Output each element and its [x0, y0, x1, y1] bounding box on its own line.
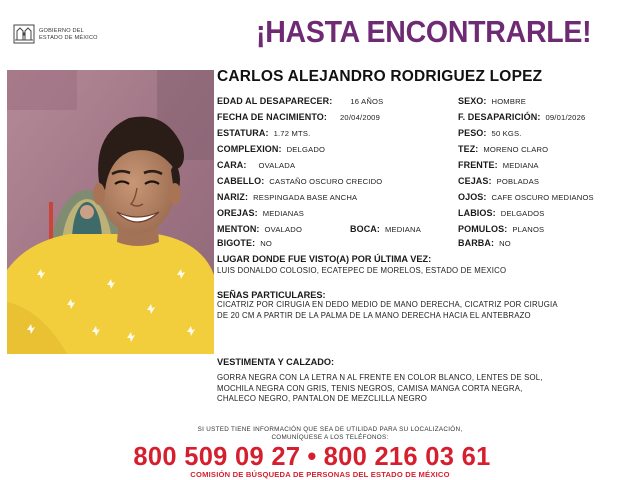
- field-labios: [458, 208, 545, 219]
- value-labios: DELGADOS: [500, 209, 545, 218]
- field-tez: [458, 144, 548, 155]
- label-orejas: OREJAS:: [217, 208, 258, 218]
- label-peso: PESO:: [458, 128, 487, 138]
- field-cabello: [217, 176, 382, 187]
- field-frente: [458, 160, 539, 171]
- field-ojos: [458, 192, 594, 203]
- clothing-title: VESTIMENTA Y CALZADO:: [217, 357, 335, 367]
- field-complexion: [217, 144, 325, 155]
- value-ojos: CAFE OSCURO MEDIANOS: [491, 193, 594, 202]
- marks-line-1: CICATRIZ POR CIRUGIA EN DEDO MEDIO DE MANO DERECHA, CICATRIZ POR CIRUGIA: [217, 300, 558, 309]
- phone-2[interactable]: 800 216 03 61: [323, 443, 491, 471]
- logo-line-1: GOBIERNO DEL: [39, 28, 84, 34]
- clothing-line-3: CHALECO NEGRO, PANTALON DE MEZCLILLA NEGRO: [217, 394, 428, 404]
- label-pomulos: POMULOS:: [458, 224, 508, 234]
- field-menton: [217, 224, 302, 235]
- label-menton: MENTON:: [217, 224, 260, 234]
- last-seen-title: LUGAR DONDE FUE VISTO(A) POR ÚLTIMA VEZ:: [217, 254, 432, 264]
- headline: ¡HASTA ENCONTRARLE!: [256, 14, 592, 49]
- label-sexo: SEXO:: [458, 96, 487, 106]
- label-barba: BARBA:: [458, 238, 495, 248]
- field-pomulos: [458, 224, 544, 235]
- value-menton: OVALADO: [264, 225, 303, 234]
- label-f-desaparicion: F. DESAPARICIÓN:: [458, 112, 541, 122]
- value-edad: 16 AÑOS: [350, 97, 384, 106]
- value-nariz: RESPINGADA BASE ANCHA: [253, 193, 358, 202]
- field-boca: [350, 224, 421, 235]
- marks-text: [217, 300, 558, 321]
- commission-name: COMISIÓN DE BÚSQUEDA DE PERSONAS DEL ESTADO DE MÉXICO: [190, 470, 450, 479]
- field-nariz: [217, 192, 357, 203]
- value-cejas: POBLADAS: [496, 177, 540, 186]
- label-ojos: OJOS:: [458, 192, 487, 202]
- label-labios: LABIOS:: [458, 208, 496, 218]
- field-peso: [458, 128, 522, 139]
- field-cejas: [458, 176, 539, 187]
- label-frente: FRENTE:: [458, 160, 498, 170]
- value-frente: MEDIANA: [502, 161, 539, 170]
- field-barba: [458, 238, 511, 249]
- label-cabello: CABELLO:: [217, 176, 265, 186]
- value-cabello: CASTAÑO OSCURO CRECIDO: [269, 177, 383, 186]
- missing-person-photo: [7, 70, 214, 354]
- value-fecha-nacimiento: 20/04/2009: [340, 113, 381, 122]
- marks-line-2: DE 20 CM A PARTIR DE LA PALMA DE LA MANO DERECHA HACIA EL ANTEBRAZO: [217, 310, 531, 320]
- phone-1[interactable]: 800 509 09 27: [133, 443, 301, 471]
- label-cara: CARA:: [217, 160, 247, 170]
- government-name: [39, 28, 98, 41]
- field-fecha-nacimiento: [217, 112, 380, 123]
- label-tez: TEZ:: [458, 144, 479, 154]
- label-nariz: NARIZ:: [217, 192, 249, 202]
- contact-note-line-2: COMUNÍQUESE A LOS TELÉFONOS:: [271, 434, 389, 441]
- label-estatura: ESTATURA:: [217, 128, 269, 138]
- logo-line-2: ESTADO DE MÉXICO: [39, 34, 98, 41]
- field-f-desaparicion: [458, 112, 585, 123]
- person-name: CARLOS ALEJANDRO RODRIGUEZ LOPEZ: [217, 68, 543, 85]
- field-orejas: [217, 208, 304, 219]
- phone-separator: •: [307, 443, 317, 471]
- contact-note: [120, 426, 540, 442]
- label-cejas: CEJAS:: [458, 176, 492, 186]
- label-edad: EDAD AL DESAPARECER:: [217, 96, 333, 106]
- label-fecha-nacimiento: FECHA DE NACIMIENTO:: [217, 112, 327, 122]
- value-barba: NO: [499, 239, 511, 248]
- field-cara: [217, 160, 295, 171]
- last-seen-text: LUIS DONALDO COLOSIO, ECATEPEC DE MORELOS, ESTADO DE MEXICO: [217, 266, 507, 275]
- clothing-line-1: GORRA NEGRA CON LA LETRA N AL FRENTE EN COLOR BLANCO, LENTES DE SOL,: [217, 373, 543, 382]
- value-pomulos: PLANOS: [512, 225, 545, 234]
- marks-title: SEÑAS PARTICULARES:: [217, 290, 326, 300]
- value-complexion: DELGADO: [286, 145, 326, 154]
- field-sexo: [458, 96, 526, 107]
- label-bigote: BIGOTE:: [217, 238, 256, 248]
- value-f-desaparicion: 09/01/2026: [545, 113, 586, 122]
- value-tez: MORENO CLARO: [483, 145, 549, 154]
- value-peso: 50 KGS.: [491, 129, 522, 138]
- value-boca: MEDIANA: [385, 225, 421, 234]
- clothing-line-2: MOCHILA NEGRA CON GRIS, TENIS NEGROS, CAMISA MANGA CORTA NEGRA,: [217, 383, 523, 393]
- label-complexion: COMPLEXION:: [217, 144, 282, 154]
- clothing-text: [217, 373, 543, 405]
- field-edad: [217, 96, 383, 107]
- value-estatura: 1.72 MTS.: [273, 129, 311, 138]
- value-cara: OVALADA: [258, 161, 296, 170]
- field-estatura: [217, 128, 310, 139]
- phone-numbers: [108, 443, 516, 472]
- value-sexo: HOMBRE: [491, 97, 527, 106]
- value-orejas: MEDIANAS: [262, 209, 304, 218]
- state-seal-icon: [12, 22, 36, 46]
- field-bigote: [217, 238, 272, 249]
- government-logo: [12, 22, 124, 46]
- label-boca: BOCA:: [350, 224, 380, 234]
- contact-note-line-1: SI USTED TIENE INFORMACIÓN QUE SEA DE UTILIDAD PARA SU LOCALIZACIÓN,: [197, 426, 463, 433]
- value-bigote: NO: [260, 239, 272, 248]
